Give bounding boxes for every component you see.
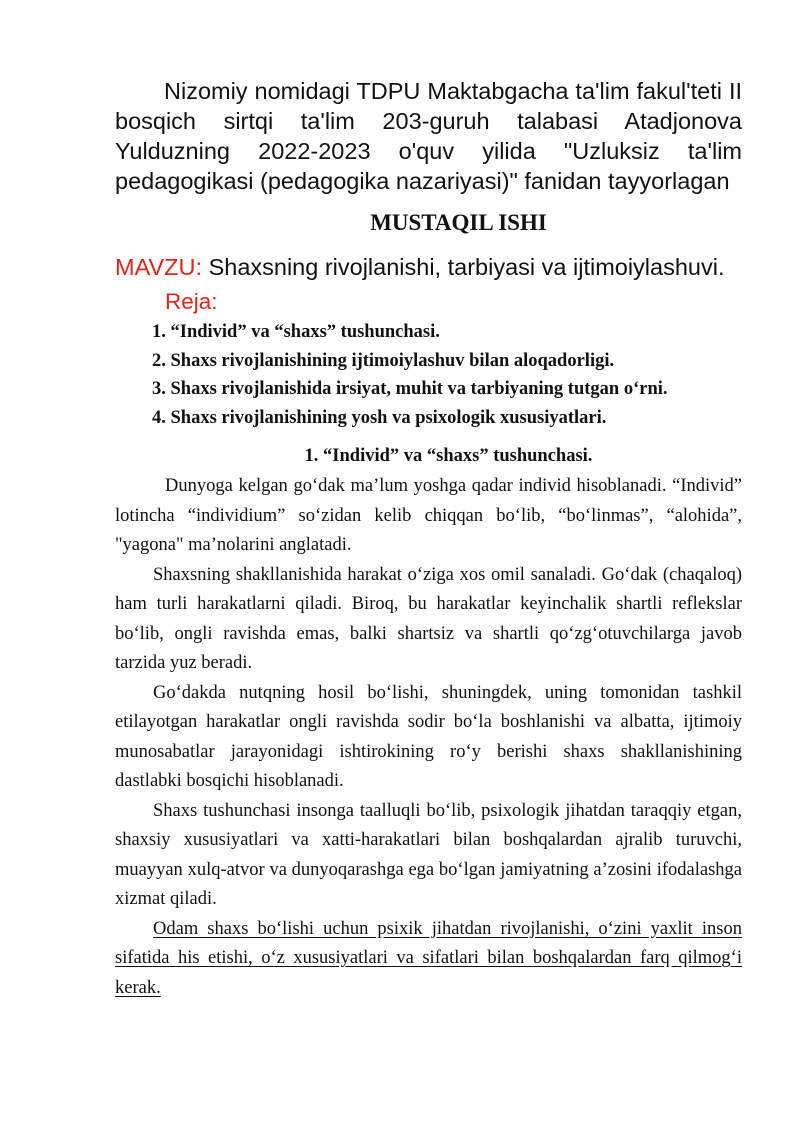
body-paragraph: Shaxsning shakllanishida harakat o‘ziga xos omil sanaladi. Go‘dak (chaqaloq) ham turli harakatlarni qiladi. Biroq, bu harakatlar keyinchalik shartli reflekslar bo‘lib, ongli ravishda emas, balki shartsiz va shartli qo‘zg‘otuvchilarga javob tarzida yuz beradi. <box>115 564 742 673</box>
plan-list <box>115 318 742 432</box>
plan-item: 1. “Individ” va “shaxs” tushunchasi. <box>152 322 440 342</box>
topic-line <box>115 252 742 282</box>
section-heading: 1. “Individ” va “shaxs” tushunchasi. <box>304 446 593 466</box>
document-title: MUSTAQIL ISHI <box>370 210 547 235</box>
intro-paragraph: Nizomiy nomidagi TDPU Maktabgacha ta'lim fakul'teti II bosqich sirtqi ta'lim 203-guruh talabasi Atadjonova Yulduzning 2022-2023 o'quv yilida "Uzluksiz ta'lim pedagogikasi (pedagogika nazariyasi)" fanidan tayyorlagan <box>115 78 742 194</box>
plan-item: 2. Shaxs rivojlanishining ijtimoiylashuv bilan aloqadorligi. <box>152 350 615 371</box>
underlined-paragraph <box>115 915 742 1004</box>
plan-item: 3. Shaxs rivojlanishida irsiyat, muhit va tarbiyaning tutgan o‘rni. <box>152 379 668 399</box>
body-paragraph: Go‘dakda nutqning hosil bo‘lishi, shuningdek, uning tomonidan tashkil etilayotgan harakatlar ongli ravishda sodir bo‘la boshlanishi va albatta, ijtimoiy munosabatlar jarayonidagi ishtirokining ro‘y berishi shaxs shakllanishining dastlabki bosqichi hisoblanadi. <box>115 682 742 791</box>
underlined-text: Odam shaxs bo‘lishi uchun psixik jihatdan rivojlanishi, o‘zini yaxlit inson sifatida his etishi, o‘z xususiyatlari va sifatlari bilan boshqalardan farq qilmog‘i kerak. <box>115 918 742 998</box>
topic-text: Shaxsning rivojlanishi, tarbiyasi va ijtimoiylashuvi. <box>202 254 725 280</box>
topic-label: MAVZU: <box>115 254 203 280</box>
plan-item: 4. Shaxs rivojlanishining yosh va psixologik xususiyatlari. <box>152 407 607 428</box>
body-paragraph: Dunyoga kelgan go‘dak ma’lum yoshga qadar individ hisoblanadi. “Individ” lotincha “individium” so‘zidan kelib chiqqan bo‘lib, “bo‘linmas”, “alohida”, "yagona" ma’nolarini anglatadi. <box>115 476 742 555</box>
body-paragraph: Shaxs tushunchasi insonga taalluqli bo‘lib, psixologik jihatdan taraqqiy etgan, shaxsiy xususiyatlari va xatti-harakatlari bilan boshqalardan ajralib turuvchi, muayyan xulq-atvor va dunyoqarashga ega bo‘lgan jamiyatning a’zosini ifodalashga xizmat qiladi. <box>115 800 742 909</box>
plan-label: Reja: <box>165 289 218 314</box>
document-page <box>115 76 742 1003</box>
